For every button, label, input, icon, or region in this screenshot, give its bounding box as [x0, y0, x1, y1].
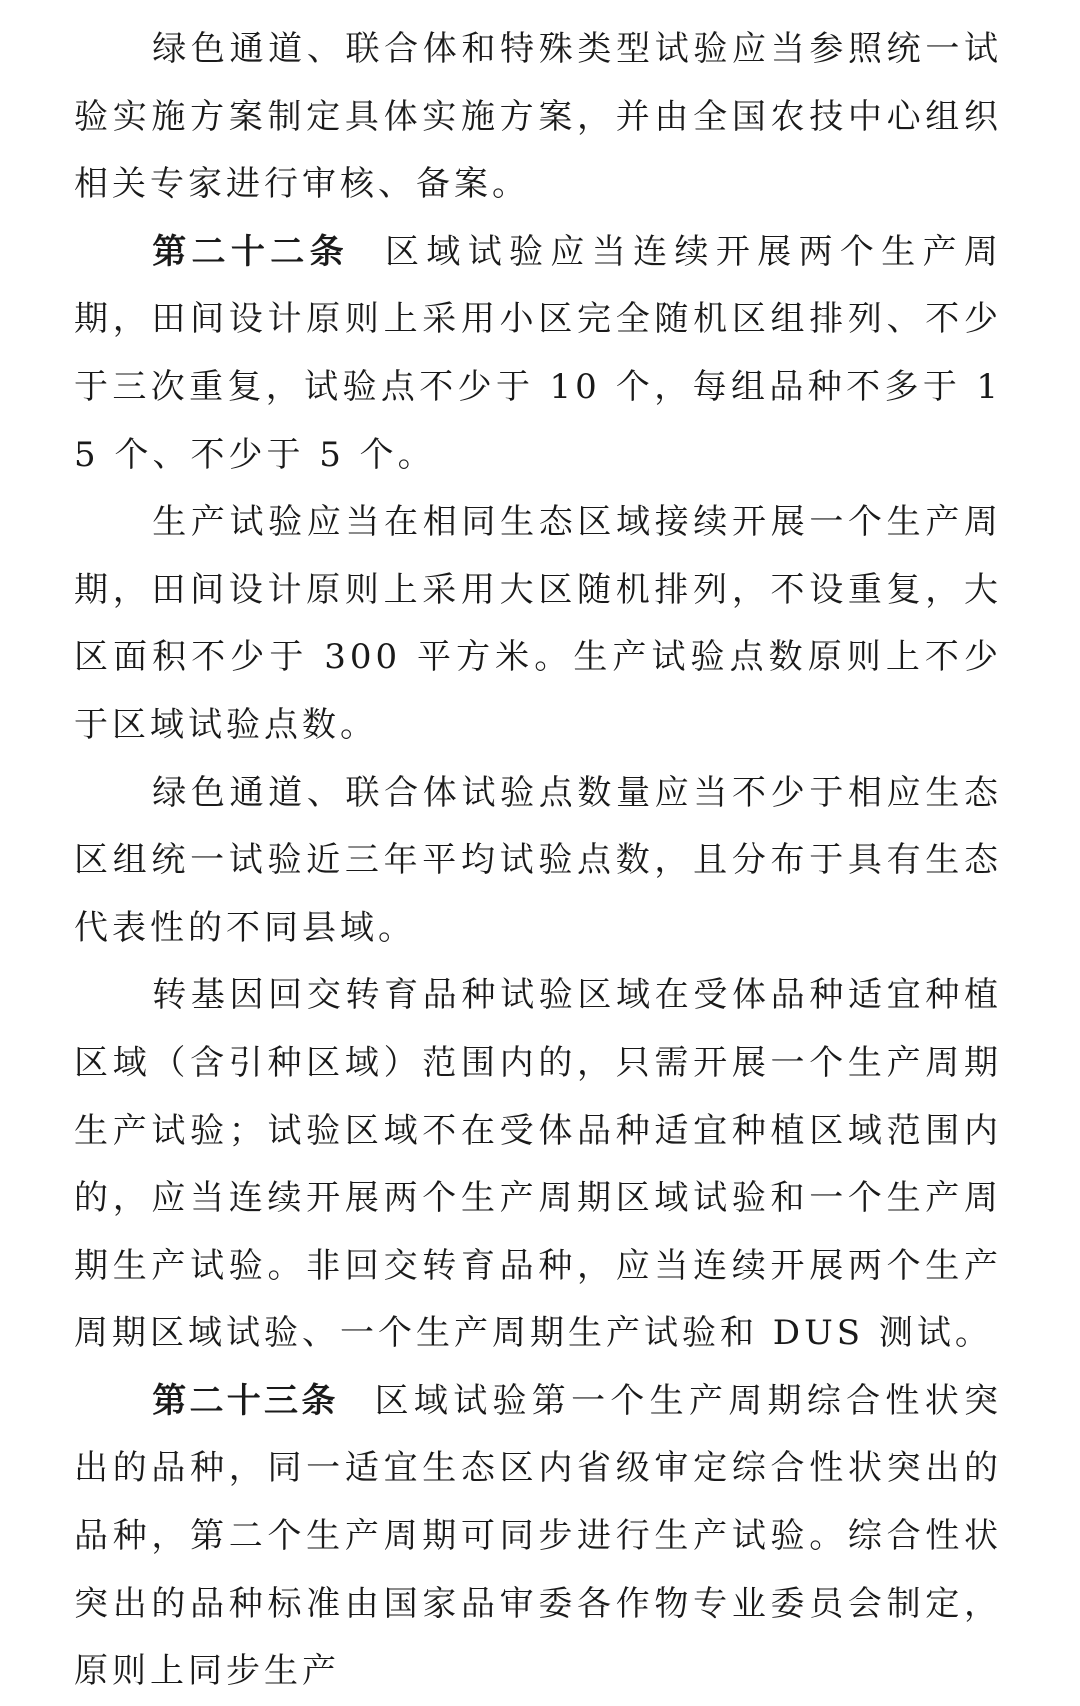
paragraph-text: 绿色通道、联合体和特殊类型试验应当参照统一试验实施方案制定具体实施方案，并由全国农技中心组织相关专家进行审核、备案。 [74, 29, 1002, 205]
paragraph-text: 区域试验应当连续开展两个生产周期，田间设计原则上采用小区完全随机区组排列、不少于三次重复，试验点不少于 10 个，每组品种不多于 15 个、不少于 5 个。 [74, 231, 1003, 475]
paragraph-transgenic-backcross [74, 962, 1002, 1368]
article-22-regional-trial [74, 219, 1002, 489]
document-page [74, 0, 1003, 1692]
paragraph-trial-site-count [74, 760, 1002, 963]
article-heading: 第二十二条 [152, 231, 349, 272]
paragraph-text: 转基因回交转育品种试验区域在受体品种适宜种植区域（含引种区域）范围内的，只需开展一个生产周期生产试验；试验区域不在受体品种适宜种植区域范围内的，应当连续开展两个生产周期区域试验和一个生产周期生产试验。非回交转育品种，应当连续开展两个生产周期区域试验、一个生产周期生产试验和 DUS 测试。 [74, 975, 1002, 1354]
paragraph-production-trial [74, 489, 1002, 759]
paragraph-green-channel-plan [74, 16, 1002, 219]
paragraph-text: 生产试验应当在相同生态区域接续开展一个生产周期，田间设计原则上采用大区随机排列，不设重复，大区面积不少于 300 平方米。生产试验点数原则上不少于区域试验点数。 [74, 502, 1002, 745]
article-23-simultaneous-trial [74, 1368, 1002, 1706]
paragraph-text: 绿色通道、联合体试验点数量应当不少于相应生态区组统一试验近三年平均试验点数，且分布于具有生态代表性的不同县域。 [74, 772, 1002, 948]
paragraph-text: 区域试验第一个生产周期综合性状突出的品种，同一适宜生态区内省级审定综合性状突出的品种，第二个生产周期可同步进行生产试验。综合性状突出的品种标准由国家品审委各作物专业委员会制定，原则上同步生产 [74, 1380, 1002, 1692]
article-heading: 第二十三条 [152, 1380, 339, 1421]
